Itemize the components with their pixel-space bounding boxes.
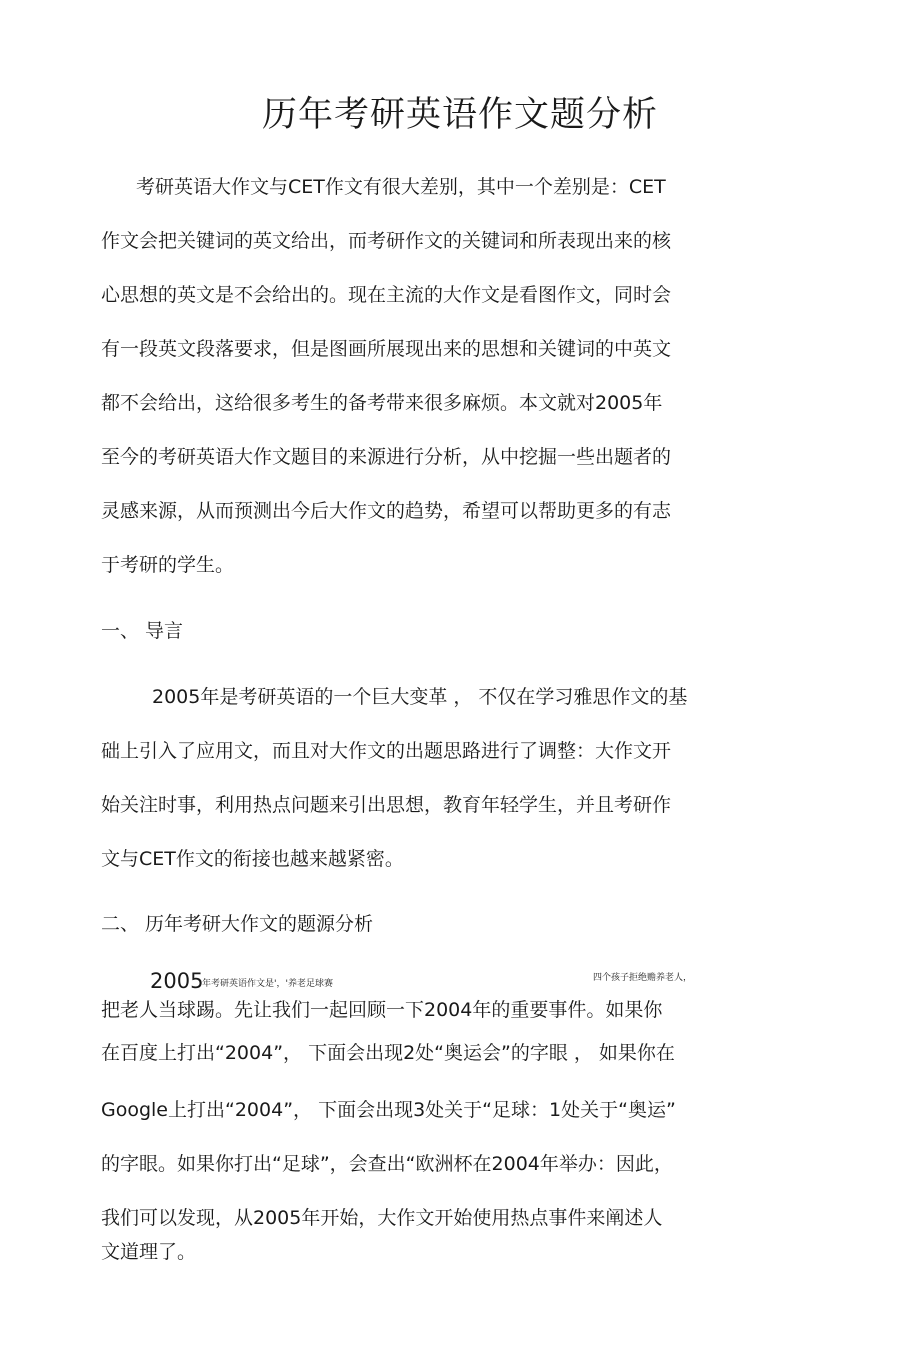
document-title: 历年考研英语作文题分析 — [261, 95, 658, 135]
section2-lead-year — [150, 967, 203, 996]
intro-line: 考研英语大作文与CET作文有很大差别，其中一个差别是：CET — [136, 176, 666, 198]
section1-line: 始关注时事，利用热点问题来引出思想，教育年轻学生，并且考研作 — [101, 794, 672, 816]
section2-line: 我们可以发现，从2005年开始，大作文开始使用热点事件来阐述人 — [101, 1207, 663, 1229]
section1-line: 础上引入了应用文，而且对大作文的出题思路进行了调整：大作文开 — [101, 740, 672, 762]
section2-line: 把老人当球踢。先让我们一起回顾一下2004年的重要事件。如果你 — [101, 999, 663, 1021]
section2-line: 在百度上打出“2004”， 下面会出现2处“奥运会”的字眼 ， 如果你在 — [101, 1042, 675, 1064]
intro-line: 作文会把关键词的英文给出，而考研作文的关键词和所表现出来的核 — [101, 230, 672, 252]
lead-small-note: 年考研英语作文是'，'养老足球赛 — [202, 979, 333, 989]
lead-small-note-right: 四个孩子拒绝赡养老人， — [593, 973, 693, 983]
section2-line: 文道理了。 — [101, 1241, 197, 1263]
section-heading: 一、 导言 — [101, 620, 184, 642]
intro-line: 有一段英文段落要求，但是图画所展现出来的思想和关键词的中英文 — [101, 338, 672, 360]
section2-line: 的字眼。如果你打出“足球”，会查出“欧洲杯在2004年举办：因此， — [101, 1153, 673, 1175]
intro-line: 都不会给出，这给很多考生的备考带来很多麻烦。本文就对2005年 — [101, 392, 663, 414]
section2-line: Google上打出“2004”， 下面会出现3处关于“足球：1处关于“奥运” — [101, 1099, 676, 1121]
section1-line: 文与CET作文的衔接也越来越紧密。 — [101, 848, 404, 870]
lead-year: 2005 — [150, 969, 204, 993]
intro-line: 至今的考研英语大作文题目的来源进行分析，从中挖掘一些出题者的 — [101, 446, 672, 468]
intro-line: 灵感来源，从而预测出今后大作文的趋势，希望可以帮助更多的有志 — [101, 500, 672, 522]
section1-line: 2005年是考研英语的一个巨大变革 ， 不仅在学习雅思作文的基 — [152, 686, 688, 708]
section-heading: 二、 历年考研大作文的题源分析 — [101, 913, 374, 935]
intro-line: 心思想的英文是不会给出的。现在主流的大作文是看图作文，同时会 — [101, 284, 672, 306]
intro-line: 于考研的学生。 — [101, 554, 235, 576]
